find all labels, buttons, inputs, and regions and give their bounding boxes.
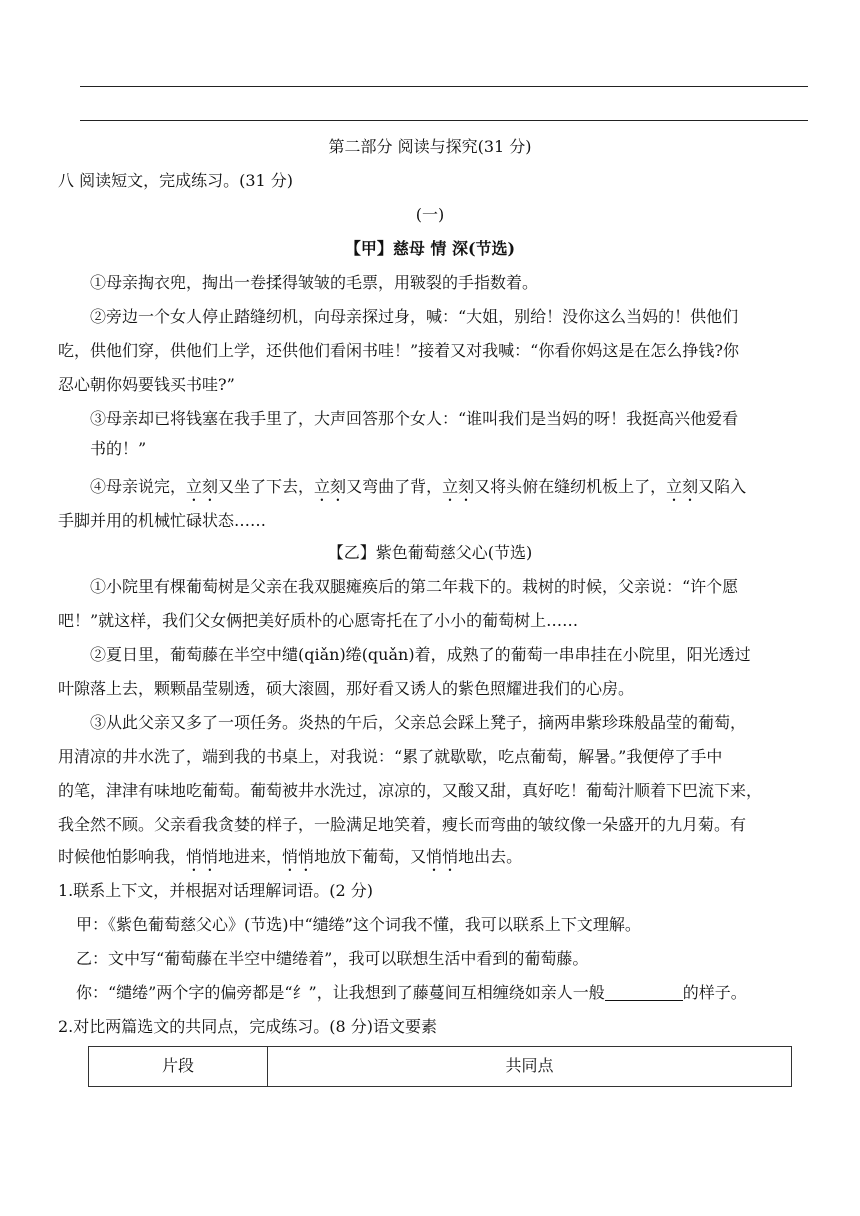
yi-paragraph-2-line-1: ②夏日里，葡萄藤在半空中缱(qiǎn)绻(quǎn)着，成熟了的葡萄一串串挂在小院里，阳光透过 [90, 645, 751, 664]
emphasis-word: 悄悄 [282, 847, 315, 866]
jia-paragraph-2-line-3: 忍心朝你妈要钱买书哇?” [58, 375, 235, 394]
jia-paragraph-3-line-1: ③母亲却已将钱塞在我手里了，大声回答那个女人：“谁叫我们是当妈的呀！我挺高兴他爱看 [90, 409, 739, 428]
yi-paragraph-3-line-4: 我全然不顾。父亲看我贪婪的样子，一脸满足地笑着，瘦长而弯曲的皱纹像一朵盛开的九月菊。有 [58, 815, 747, 834]
section-one-label: (一) [415, 205, 445, 224]
header-cell-common-points: 共同点 [268, 1047, 792, 1087]
jia-paragraph-4-line-1: ④母亲说完，立刻又坐了下去，立刻又弯曲了背，立刻又将头俯在缝纫机板上了，立刻又陷入 [90, 477, 747, 496]
part-title: 第二部分 阅读与探究(31 分) [328, 137, 532, 156]
yi-paragraph-1-line-1: ①小院里有棵葡萄树是父亲在我双腿瘫痪后的第二年栽下的。栽树的时候，父亲说：“许个愿 [90, 577, 739, 596]
passage-jia-title: 【甲】慈母 情 深(节选) [344, 239, 516, 258]
yi-paragraph-1-line-2: 吧！”就这样，我们父女俩把美好质朴的心愿寄托在了小小的葡萄树上…… [58, 611, 579, 630]
question-2-title: 2.对比两篇选文的共同点，完成练习。(8 分)语文要素 [58, 1017, 438, 1036]
answer-line-2 [80, 120, 808, 121]
yi-paragraph-3-line-3: 的笔，津津有味地吃葡萄。葡萄被井水洗过，凉凉的，又酸又甜，真好吃！葡萄汁顺着下巴流下来， [58, 781, 763, 800]
header-cell-segment: 片段 [89, 1047, 268, 1087]
emphasis-word: 悄悄 [186, 847, 219, 866]
jia-paragraph-4-line-2: 手脚并用的机械忙碌状态…… [58, 511, 267, 530]
answer-line-1 [80, 86, 808, 87]
emphasis-word: 悄悄 [426, 847, 459, 866]
fill-in-blank[interactable] [605, 984, 683, 1001]
yi-paragraph-3-line-2: 用清凉的井水洗了，端到我的书桌上，对我说：“累了就歇歇，吃点葡萄，解暑。”我便停了手中 [58, 747, 723, 766]
dialogue-jia: 甲：《紫色葡萄慈父心》(节选)中“缱绻”这个词我不懂，我可以联系上下文理解。 [76, 915, 641, 934]
jia-paragraph-3-line-2: 书的！” [90, 439, 147, 458]
emphasis-word: 立刻 [186, 477, 219, 496]
emphasis-word: 立刻 [442, 477, 475, 496]
emphasis-word: 立刻 [666, 477, 699, 496]
yi-paragraph-3-line-5: 时候他怕影响我，悄悄地进来，悄悄地放下葡萄，又悄悄地出去。 [58, 847, 523, 866]
yi-paragraph-3-line-1: ③从此父亲又多了一项任务。炎热的午后，父亲总会踩上凳子，摘两串紫珍珠般晶莹的葡萄， [90, 713, 747, 732]
question-8-heading: 八 阅读短文，完成练习。(31 分) [58, 171, 294, 190]
jia-paragraph-2-line-2: 吃，供他们穿，供他们上学，还供他们看闲书哇！”接着又对我喊：“你看你妈这是在怎么挣钱?你 [58, 341, 739, 360]
dialogue-yi: 乙：文中写“葡萄藤在半空中缱绻着”，我可以联想生活中看到的葡萄藤。 [76, 949, 589, 968]
question-1-title: 1.联系上下文，并根据对话理解词语。(2 分) [58, 881, 374, 900]
jia-paragraph-2-line-1: ②旁边一个女人停止踏缝纫机，向母亲探过身，喊：“大姐，别给！没你这么当妈的！供他们 [90, 307, 739, 326]
table-header-row [89, 1047, 792, 1087]
dialogue-ni: 你：“缱绻”两个字的偏旁都是“纟”，让我想到了藤蔓间互相缠绕如亲人一般 的样子。 [76, 983, 747, 1002]
comparison-table [88, 1046, 792, 1087]
yi-paragraph-2-line-2: 叶隙落上去，颗颗晶莹剔透，硕大滚圆，那好看又诱人的紫色照耀进我们的心房。 [58, 679, 635, 698]
passage-yi-title: 【乙】紫色葡萄慈父心(节选) [327, 543, 533, 562]
jia-paragraph-1: ①母亲掏衣兜，掏出一卷揉得皱皱的毛票，用皲裂的手指数着。 [90, 273, 539, 292]
emphasis-word: 立刻 [314, 477, 347, 496]
